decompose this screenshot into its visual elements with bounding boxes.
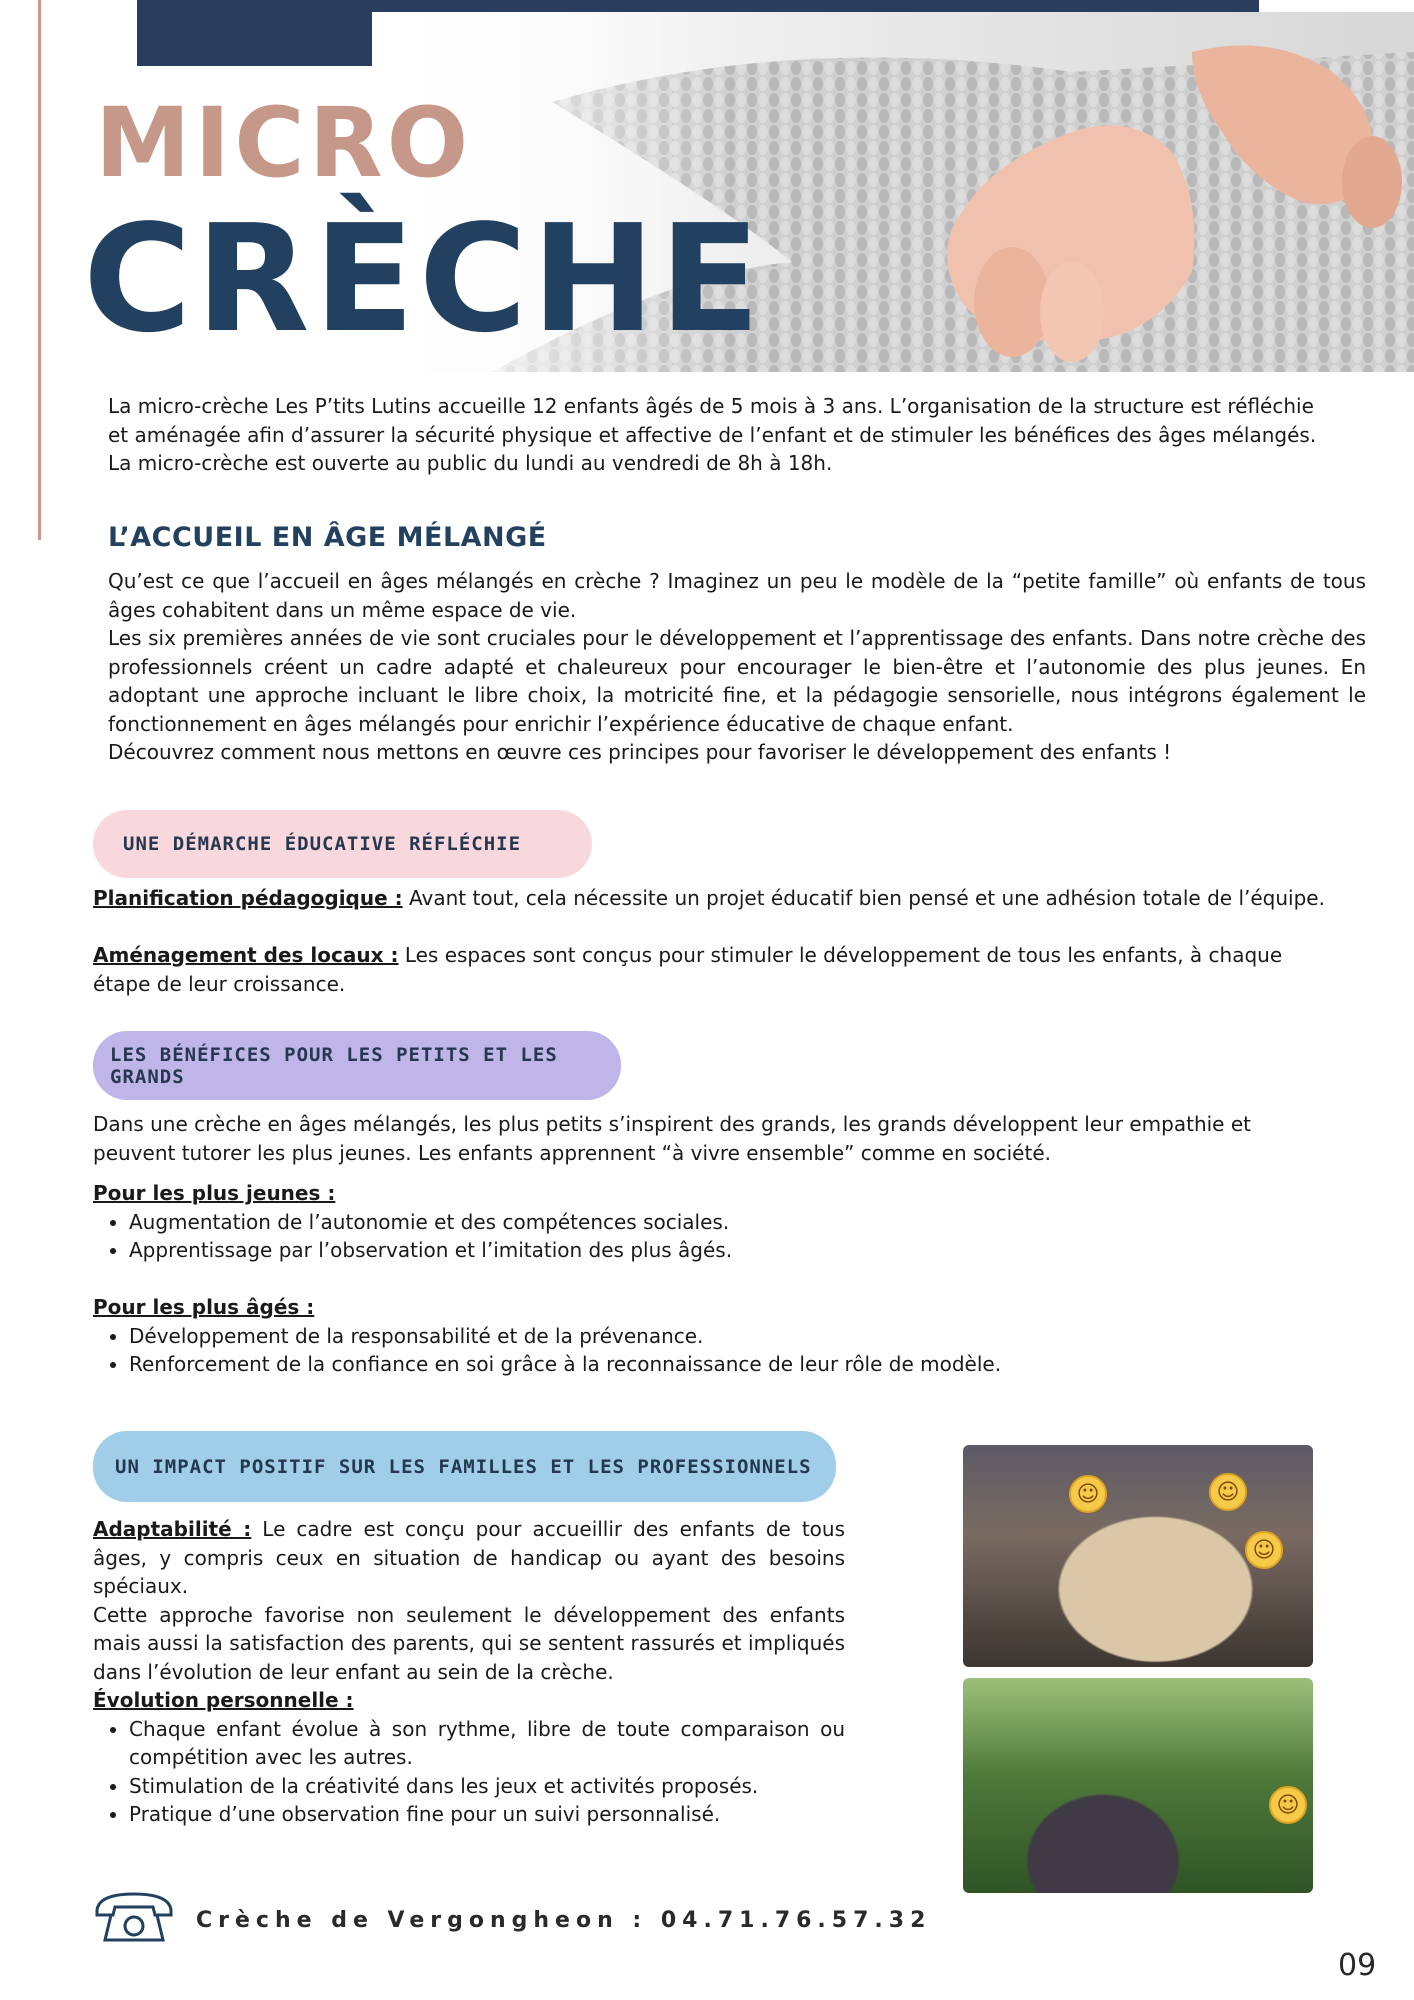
list-item: • Développement de la responsabilité et de la prévenance. xyxy=(129,1322,1293,1351)
accueil-paragraph: Les six premières années de vie sont cruciales pour le développement et l’apprentissage des enfants. Dans notre crèche des professionnels créent un cadre adapté et chaleureux pour encourager le bien-être et l’autonomie des plus jeunes. En adoptant une approche incluant le libre choix, la motricité fine, et la pédagogie sensorielle, nous intégrons également le fonctionnement en âges mélangés pour enrichir l’expérience éducative de chaque enfant. xyxy=(108,626,1366,736)
smiley-icon: ☺ xyxy=(1209,1473,1247,1511)
list-item: • Stimulation de la créativité dans les jeux et activités proposés. xyxy=(129,1772,845,1801)
section-heading-accueil: L’ACCUEIL EN ÂGE MÉLANGÉ xyxy=(108,522,547,553)
amenagement-label: Aménagement des locaux : xyxy=(93,943,399,967)
intro-paragraph xyxy=(108,392,1328,478)
ages-block xyxy=(93,1293,1293,1379)
photo-children-outdoors xyxy=(963,1678,1313,1893)
list-item: • Renforcement de la confiance en soi grâce à la reconnaissance de leur rôle de modèle. xyxy=(129,1350,1293,1379)
evolution-label: Évolution personnelle : xyxy=(93,1688,354,1712)
title-micro: MICRO xyxy=(95,87,473,199)
accueil-text xyxy=(108,567,1366,767)
ages-list xyxy=(93,1322,1293,1379)
intro-line: La micro-crèche Les P’tits Lutins accueille 12 enfants âgés de 5 mois à 3 ans. L’organisation de la structure est réfléchie xyxy=(108,394,1314,418)
pill-benefices: LES BÉNÉFICES POUR LES PETITS ET LES GRANDS xyxy=(93,1031,621,1100)
phone-icon xyxy=(93,1888,175,1946)
accueil-paragraph: Découvrez comment nous mettons en œuvre ces principes pour favoriser le développement des enfants ! xyxy=(108,740,1172,764)
list-item: • Apprentissage par l’observation et l’imitation des plus âgés. xyxy=(129,1236,1293,1265)
adaptabilite-block xyxy=(93,1515,845,1686)
intro-line: La micro-crèche est ouverte au public du lundi au vendredi de 8h à 18h. xyxy=(108,451,833,475)
smiley-icon: ☺ xyxy=(1269,1786,1307,1824)
smiley-icon: ☺ xyxy=(1245,1531,1283,1569)
ages-label: Pour les plus âgés : xyxy=(93,1295,315,1319)
planification-text: Avant tout, cela nécessite un projet éducatif bien pensé et une adhésion totale de l’équipe. xyxy=(402,886,1325,910)
photo-children-at-table xyxy=(963,1445,1313,1667)
adaptabilite-text-2: Cette approche favorise non seulement le développement des enfants mais aussi la satisfaction des parents, qui se sentent rassurés et impliqués dans l’évolution de leur enfant au sein de la crèche. xyxy=(93,1602,845,1684)
intro-line: et aménagée afin d’assurer la sécurité physique et affective de l’enfant et de stimuler les bénéfices des âges mélangés. xyxy=(108,422,1317,447)
pill-demarche-educative: UNE DÉMARCHE ÉDUCATIVE RÉFLÉCHIE xyxy=(93,810,592,878)
evolution-list xyxy=(93,1715,845,1829)
smiley-icon: ☺ xyxy=(1069,1475,1107,1513)
amenagement-item xyxy=(93,941,1333,998)
list-item: • Augmentation de l’autonomie et des compétences sociales. xyxy=(129,1208,1293,1237)
accueil-paragraph: Qu’est ce que l’accueil en âges mélangés en crèche ? Imaginez un peu le modèle de la “petite famille” où enfants de tous âges cohabitent dans un même espace de vie. xyxy=(108,569,1366,622)
page-number: 09 xyxy=(1338,1948,1377,1983)
evolution-block xyxy=(93,1686,845,1829)
list-item: • Pratique d’une observation fine pour un suivi personnalisé. xyxy=(129,1800,845,1829)
title-creche: CRÈCHE xyxy=(83,193,765,365)
jeunes-list xyxy=(93,1208,1293,1265)
jeunes-label: Pour les plus jeunes : xyxy=(93,1181,336,1205)
benefices-paragraph: Dans une crèche en âges mélangés, les plus petits s’inspirent des grands, les grands développent leur empathie et peuvent tutorer les plus jeunes. Les enfants apprennent “à vivre ensemble” comme en société. xyxy=(93,1112,1251,1165)
left-accent-line xyxy=(38,0,41,540)
planification-label: Planification pédagogique : xyxy=(93,886,403,910)
amenagement-text: Les espaces sont conçus pour stimuler le développement de tous les enfants, à chaque étape de leur croissance. xyxy=(93,943,1283,996)
pill-impact: UN IMPACT POSITIF SUR LES FAMILLES ET LES PROFESSIONNELS xyxy=(93,1431,836,1502)
jeunes-block xyxy=(93,1179,1293,1265)
adaptabilite-text: Le cadre est conçu pour accueillir des enfants de tous âges, y compris ceux en situation de handicap ou ayant des besoins spéciaux. xyxy=(93,1517,845,1598)
footer-contact: Crèche de Vergongheon : 04.71.76.57.32 xyxy=(196,1908,932,1933)
list-item: • Chaque enfant évolue à son rythme, libre de toute comparaison ou compétition avec les autres. xyxy=(129,1715,845,1772)
adaptabilite-item xyxy=(93,1515,845,1601)
adaptabilite-label: Adaptabilité : xyxy=(93,1517,252,1541)
planification-item xyxy=(93,884,1333,913)
